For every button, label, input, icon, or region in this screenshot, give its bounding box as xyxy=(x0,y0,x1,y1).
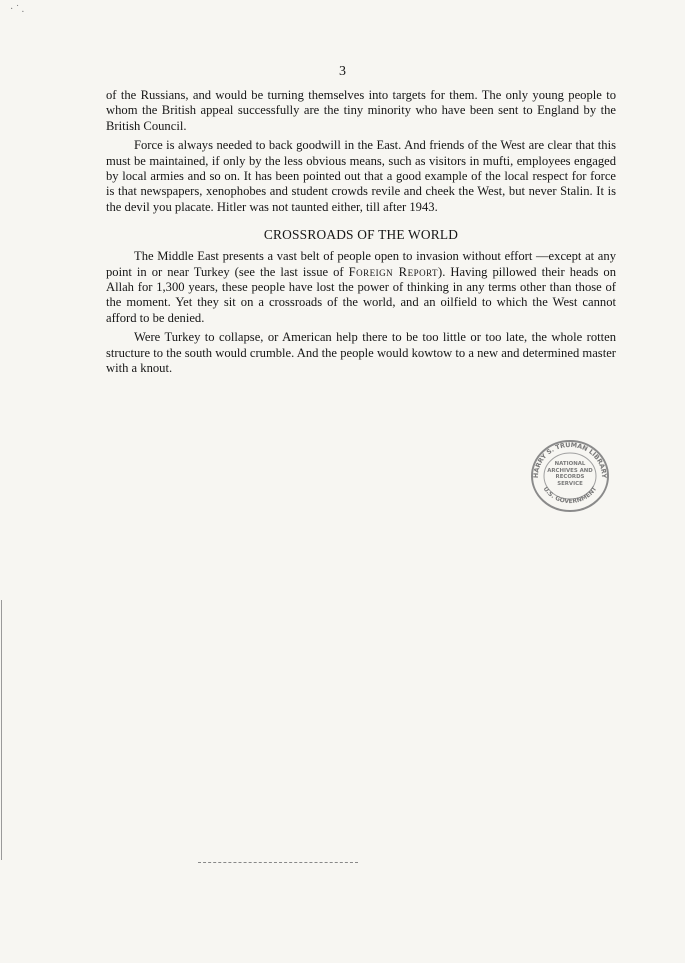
publication-title: Foreign Report xyxy=(348,264,439,279)
section-paragraph-1-before: The Middle East presents a vast belt of people open to invasion without effort —except at any point in or near Turkey (see the last issue of xyxy=(106,249,616,279)
stamp-seal-icon xyxy=(529,437,611,515)
section-paragraph-1 xyxy=(106,249,616,326)
scan-artifact: · ˙ . xyxy=(10,4,25,15)
document-body xyxy=(106,88,616,381)
scan-edge-line xyxy=(1,600,2,860)
page-number: 3 xyxy=(339,64,346,79)
paragraph-1: of the Russians, and would be turning themselves into targets for them. The only young people to whom the British appeal successfully are the tiny minority who have been sent to England by the British Council. xyxy=(106,88,616,133)
section-paragraph-2: Were Turkey to collapse, or American help there to be too little or too late, the whole rotten structure to the south would crumble. And the people would kowtow to a new and determined master with a knout. xyxy=(106,330,616,376)
stamp-outer-text: HARRY S. TRUMAN LIBRARY xyxy=(531,440,609,479)
paragraph-2: Force is always needed to back goodwill in the East. And friends of the West are clear that this must be maintained, if only by the less obvious means, such as visitors in mufti, employees engaged by local armies and so on. It has been pointed out that a good example of the local respect for force is that newspapers, xenophobes and student crowds revile and cheek the West, but never Stalin. It is the devil you placate. Hitler was not taunted either, till after 1943. xyxy=(106,138,616,214)
archive-stamp xyxy=(529,437,611,515)
section-paragraph-1-after: ). Having pillowed their heads on Allah for 1,300 years, these people have lost the power of thinking in any terms other than those of the moment. Yet they sit on a crossroads of the world, and an oilfield to which the West cannot afford to be denied. xyxy=(106,264,616,325)
stamp-inner-text: NATIONAL ARCHIVES AND RECORDS SERVICE xyxy=(547,461,593,487)
stamp-bottom-text: U.S. GOVERNMENT xyxy=(541,485,599,506)
scan-dash-artifact xyxy=(198,862,358,864)
section-heading: CROSSROADS OF THE WORLD xyxy=(263,227,459,243)
